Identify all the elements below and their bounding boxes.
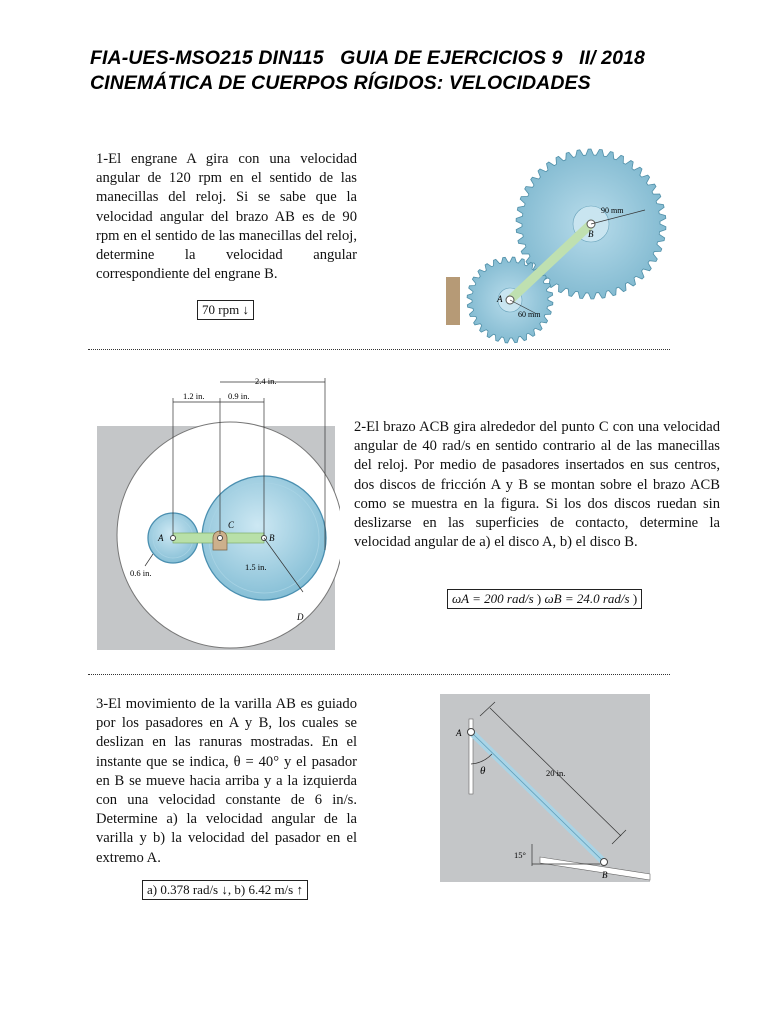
separator-2 (88, 674, 670, 675)
problem-2-answer: ωA = 200 rad/s ) ωB = 24.0 rad/s ) (447, 589, 642, 609)
label-a: A (158, 533, 164, 543)
rod-label-15: 15° (514, 850, 526, 860)
answer-b: ωB = 24.0 rad/s (544, 591, 630, 606)
answer-a: ωA = 200 rad/s (452, 591, 534, 606)
gear-figure (440, 145, 670, 345)
label-d: D (297, 612, 304, 622)
wall-support (446, 277, 460, 325)
label-c: C (228, 520, 235, 530)
header-line-2: CINEMÁTICA DE CUERPOS RÍGIDOS: VELOCIDADES (90, 72, 591, 94)
problem-2-text: 2-El brazo ACB gira alrededor del punto C con una velocidad angular de 40 rad/s en sentido contrario al de las manecillas del reloj. Por medio de pasadores insertados en sus centros, dos discos de fricción A y B se montan sobre el brazo ACB como se muestra en la figura. Si los dos discos ruedan sin deslizarse en las superficies de contacto, determine la velocidad angular de a) el disco A, b) el disco B. (354, 419, 720, 551)
gear-label-60: 60 mm (518, 310, 541, 319)
problem-3-text: 3-El movimiento de la varilla AB es guiado por los pasadores en A y B, los cuales se deslizan en las ranuras mostradas. En el instante que se indica, θ = 40° y el pasador en B se mueve hacia arriba y a la izquierda con una velocidad constante de 6 in/s. Determine a) la velocidad angular de la varilla y b) la velocidad del pasador en el extremo A. (96, 696, 357, 866)
separator-1 (88, 349, 670, 350)
dim-0-9: 0.9 in. (228, 391, 250, 401)
problem-3-answer: a) 0.378 rad/s ↓, b) 6.42 m/s ↑ (142, 880, 308, 900)
problem-1-text: 1-El engrane A gira con una velocidad angular de 120 rpm en el sentido de las manecillas del reloj. Si se sabe que la velocidad angular del brazo AB es de 90 rpm en el sentido de las manecillas del reloj, determine la velocidad angular correspondiente del engrane B. (96, 151, 357, 283)
gear-label-b: B (588, 229, 594, 239)
header-line-1: FIA-UES-MSO215 DIN115 GUIA DE EJERCICIOS 9 II/ 2018 (90, 47, 645, 69)
rod-label-theta: θ (480, 765, 486, 777)
rod-label-20: 20 in. (546, 768, 566, 778)
gear-label-90: 90 mm (601, 206, 624, 215)
rod-label-b: B (602, 870, 608, 880)
gear-label-a: A (497, 294, 503, 304)
dim-1-2: 1.2 in. (183, 391, 205, 401)
rod-label-a: A (456, 728, 462, 738)
page-header (90, 46, 645, 96)
disk-figure (95, 370, 340, 652)
problem-1-answer: 70 rpm ↓ (197, 300, 254, 320)
dim-0-6: 0.6 in. (130, 568, 152, 578)
dim-1-5: 1.5 in. (245, 562, 267, 572)
rod-figure (440, 694, 652, 884)
dim-2-4: 2.4 in. (255, 376, 277, 386)
label-b: B (269, 533, 275, 543)
